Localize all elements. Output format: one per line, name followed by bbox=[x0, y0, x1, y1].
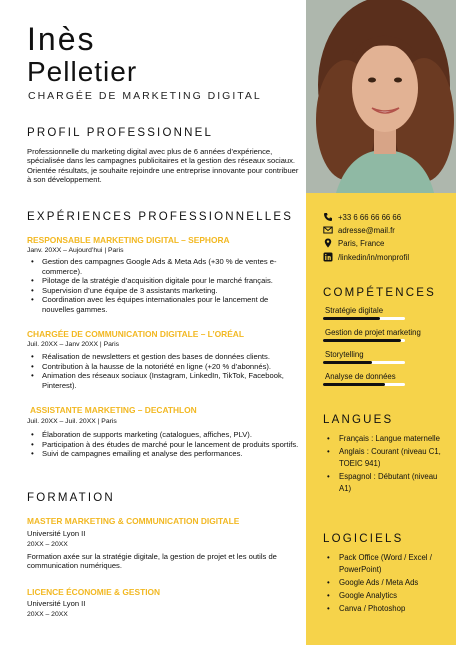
list-item: • Canva / Photoshop bbox=[326, 603, 448, 615]
education-description: Formation axée sur la stratégie digitale, la gestion de projet et les outils de communication numériques. bbox=[27, 552, 277, 571]
job-title: CHARGÉE DE MARKETING DIGITAL bbox=[28, 90, 262, 102]
list-item: • Participation à des études de marché pour le lancement de produits sportifs. bbox=[30, 440, 300, 450]
software-title: LOGICIELS bbox=[323, 533, 404, 545]
contact-location bbox=[323, 238, 384, 248]
education-date: 20XX – 20XX bbox=[27, 611, 68, 618]
job-heading: ASSISTANTE MARKETING – DECATHLON bbox=[30, 405, 197, 415]
list-item: • Suivi de campagnes emailing et analyse des performances. bbox=[30, 449, 300, 459]
job-meta: Juil. 20XX – Janv 20XX | Paris bbox=[27, 341, 120, 348]
job-bullets bbox=[30, 257, 300, 315]
phone-number: +33 6 66 66 66 66 bbox=[338, 212, 402, 222]
skill-bar-fill bbox=[323, 339, 401, 342]
software-list bbox=[326, 552, 448, 616]
skill-label: Gestion de projet marketing bbox=[325, 328, 421, 337]
list-item: • Google Analytics bbox=[326, 590, 448, 602]
skill-bar bbox=[323, 383, 405, 386]
skill-bar bbox=[323, 339, 405, 342]
skill-bar bbox=[323, 361, 405, 364]
skill-label: Storytelling bbox=[325, 350, 364, 359]
school-name: Université Lyon II bbox=[27, 529, 86, 538]
linkedin-url: /linkedin/in/monprofil bbox=[338, 252, 410, 262]
skill-label: Analyse de données bbox=[325, 372, 396, 381]
languages-list bbox=[326, 433, 448, 496]
list-item: • Coordination avec les équipes internationales pour le lancement de nouvelles gammes. bbox=[30, 295, 300, 314]
phone-icon bbox=[323, 212, 333, 222]
first-name: Inès bbox=[27, 21, 96, 57]
skill-bar-fill bbox=[323, 361, 372, 364]
profile-title: PROFIL PROFESSIONNEL bbox=[27, 127, 214, 139]
list-item: • Élaboration de supports marketing (catalogues, affiches, PLV). bbox=[30, 430, 300, 440]
portrait-illustration bbox=[306, 0, 456, 193]
list-item: • Français : Langue maternelle bbox=[326, 433, 448, 445]
linkedin-icon bbox=[323, 252, 333, 262]
job-bullets bbox=[30, 430, 300, 459]
contact-linkedin bbox=[323, 252, 409, 262]
profile-photo bbox=[306, 0, 456, 193]
skills-title: COMPÉTENCES bbox=[323, 287, 437, 299]
list-item: • Pack Office (Word / Excel / PowerPoint) bbox=[326, 552, 448, 576]
list-item: • Espagnol : Débutant (niveau A1) bbox=[326, 471, 448, 495]
education-title: FORMATION bbox=[27, 492, 115, 504]
list-item: • Gestion des campagnes Google Ads & Meta Ads (+30 % de ventes e-commerce). bbox=[30, 257, 300, 276]
experience-title: EXPÉRIENCES PROFESSIONNELLES bbox=[27, 211, 294, 223]
degree-heading: LICENCE ÉCONOMIE & GESTION bbox=[27, 587, 161, 597]
degree-heading: MASTER MARKETING & COMMUNICATION DIGITALE bbox=[27, 516, 240, 526]
job-bullets bbox=[30, 352, 300, 390]
list-item: • Contribution à la hausse de la notoriété en ligne (+20 % d’abonnés). bbox=[30, 362, 300, 372]
list-item: • Pilotage de la stratégie d’acquisition digitale pour le marché français. bbox=[30, 276, 300, 286]
job-meta: Juil. 20XX – Juil. 20XX | Paris bbox=[27, 418, 117, 425]
list-item: • Réalisation de newsletters et gestion des bases de données clients. bbox=[30, 352, 300, 362]
skill-bar bbox=[323, 317, 405, 320]
school-name: Université Lyon II bbox=[27, 599, 86, 608]
location-pin-icon bbox=[323, 238, 333, 248]
list-item: • Google Ads / Meta Ads bbox=[326, 577, 448, 589]
profile-text: Professionnelle du marketing digital avec plus de 6 années d’expérience, spécialisée dans les campagnes publicitaires et la gestion des réseaux sociaux. Orientée résultats, je souhaite rejoindre une entreprise innovante pour contribuer à son développement. bbox=[27, 147, 299, 185]
job-heading: CHARGÉE DE COMMUNICATION DIGITALE – L’ORÉAL bbox=[27, 329, 244, 339]
skill-label: Stratégie digitale bbox=[325, 306, 384, 315]
list-item: • Animation des réseaux sociaux (Instagram, LinkedIn, TikTok, Facebook, Pinterest). bbox=[30, 371, 300, 390]
skill-bar-fill bbox=[323, 317, 380, 320]
list-item: • Anglais : Courant (niveau C1, TOEIC 941) bbox=[326, 446, 448, 470]
languages-title: LANGUES bbox=[323, 414, 394, 426]
email-address: adresse@mail.fr bbox=[338, 225, 395, 235]
contact-email bbox=[323, 225, 395, 235]
mail-icon bbox=[323, 225, 333, 235]
location-text: Paris, France bbox=[338, 238, 385, 248]
last-name: Pelletier bbox=[27, 56, 138, 87]
job-meta: Janv. 20XX – Aujourd’hui | Paris bbox=[27, 247, 124, 254]
education-date: 20XX – 20XX bbox=[27, 541, 68, 548]
contact-phone bbox=[323, 212, 401, 222]
skill-bar-fill bbox=[323, 383, 385, 386]
job-heading: RESPONSABLE MARKETING DIGITAL – SEPHORA bbox=[27, 235, 230, 245]
list-item: • Supervision d’une équipe de 3 assistants marketing. bbox=[30, 286, 300, 296]
